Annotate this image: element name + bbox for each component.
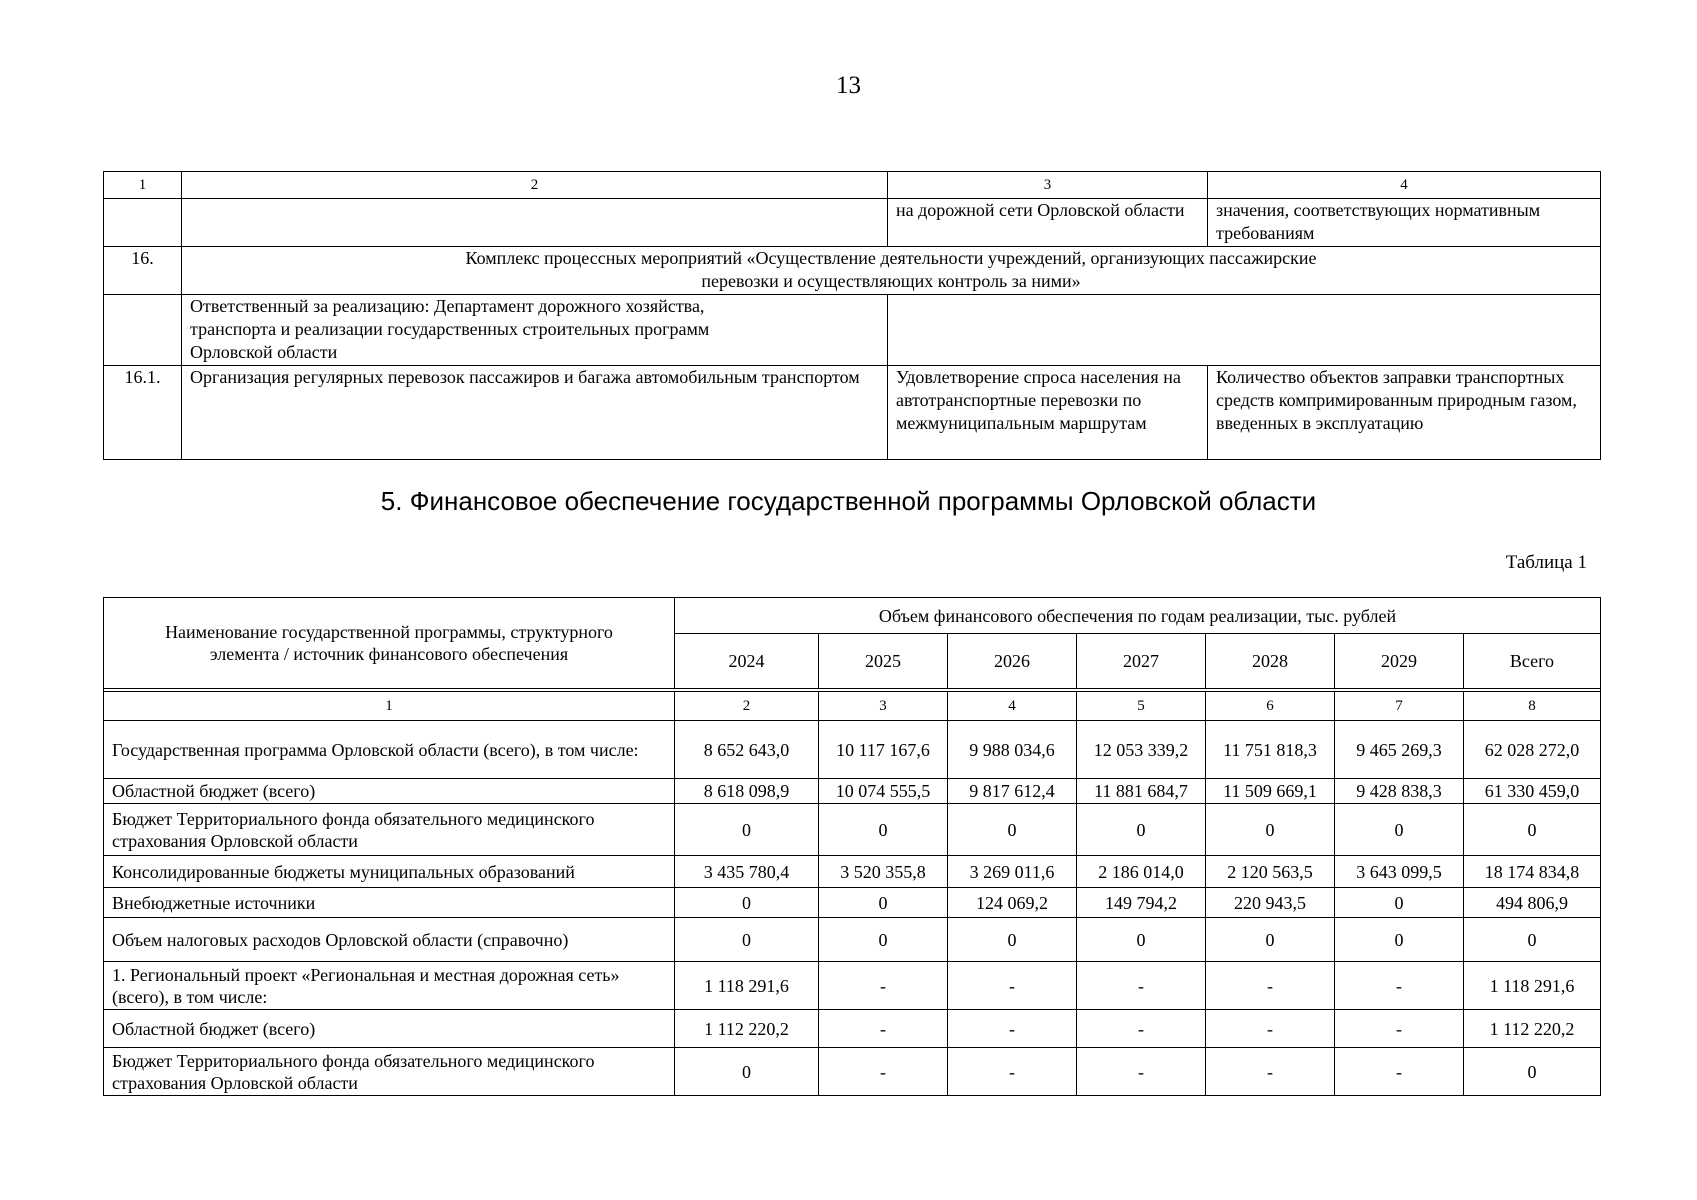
row-value: - [1335,1048,1464,1096]
row-value: - [1077,962,1206,1010]
row-value: 3 435 780,4 [675,856,819,888]
page-number: 13 [836,72,861,99]
row-value: 61 330 459,0 [1464,779,1601,804]
row-value: 10 117 167,6 [819,721,948,779]
header-year: 2027 [1077,634,1206,689]
row-value: 1 118 291,6 [675,962,819,1010]
empty-cell [182,199,888,247]
header-row-1 [104,598,1601,634]
row-value: 0 [675,888,819,918]
row-value: - [948,962,1077,1010]
row-value: 18 174 834,8 [1464,856,1601,888]
row-name: Областной бюджет (всего) [104,1010,675,1048]
table-row [104,962,1601,1010]
col-number: 4 [948,692,1077,721]
row-value: 11 751 818,3 [1206,721,1335,779]
cell-indicator: значения, соответствующих нормативным требованиям [1208,199,1601,247]
row-value: 124 069,2 [948,888,1077,918]
row-value: - [1077,1048,1206,1096]
row-value: 1 118 291,6 [1464,962,1601,1010]
row-value: 3 643 099,5 [1335,856,1464,888]
row-name: Консолидированные бюджеты муниципальных образований [104,856,675,888]
row-value: 0 [948,918,1077,962]
row-value: 8 652 643,0 [675,721,819,779]
empty-cell [104,295,182,366]
row-value: 0 [948,804,1077,856]
row-value: 62 028 272,0 [1464,721,1601,779]
header-volume: Объем финансового обеспечения по годам реализации, тыс. рублей [675,598,1601,634]
row-value: - [1335,1010,1464,1048]
row-value: 0 [1464,918,1601,962]
row-value: - [1077,1010,1206,1048]
row-value: 494 806,9 [1464,888,1601,918]
col-number: 2 [182,172,888,199]
table-row [104,918,1601,962]
row-value: 1 112 220,2 [1464,1010,1601,1048]
header-year: 2025 [819,634,948,689]
row-name: Объем налоговых расходов Орловской области (справочно) [104,918,675,962]
header-year: 2028 [1206,634,1335,689]
row-value: 0 [819,888,948,918]
col-number: 3 [888,172,1208,199]
header-year: 2029 [1335,634,1464,689]
item-result: Удовлетворение спроса населения на автотранспортные перевозки по межмуниципальным маршрутам [888,366,1208,460]
col-number: 2 [675,692,819,721]
col-number: 6 [1206,692,1335,721]
header-name: Наименование государственной программы, структурного элемента / источник финансового обеспечения [104,598,675,689]
col-number: 1 [104,172,182,199]
row-value: - [819,1048,948,1096]
row-value: 0 [1206,918,1335,962]
col-number: 3 [819,692,948,721]
row-name: Областной бюджет (всего) [104,779,675,804]
table-row [104,804,1601,856]
row-value: 0 [1464,804,1601,856]
responsible-text: Ответственный за реализацию: Департамент дорожного хозяйства, транспорта и реализации государственных строительных программ Орловской области [182,295,888,366]
section-row [104,247,1601,295]
row-value: - [819,1010,948,1048]
section-number: 16. [104,247,182,295]
financing-rows [104,721,1601,1096]
column-numbers-row [104,172,1601,199]
row-value: - [1206,1010,1335,1048]
table-row [104,721,1601,779]
cell-result: на дорожной сети Орловской области [888,199,1208,247]
financing-table [103,597,1601,1096]
item-task: Организация регулярных перевозок пассажиров и багажа автомобильным транспортом [182,366,888,460]
row-value: 0 [1335,918,1464,962]
row-value: 8 618 098,9 [675,779,819,804]
table-caption: Таблица 1 [1505,552,1587,573]
row-name: Внебюджетные источники [104,888,675,918]
row-name: Бюджет Территориального фонда обязательного медицинского страхования Орловской области [104,804,675,856]
header-year: 2026 [948,634,1077,689]
row-value: 10 074 555,5 [819,779,948,804]
row-value: 2 186 014,0 [1077,856,1206,888]
row-value: - [948,1010,1077,1048]
row-value: 0 [1464,1048,1601,1096]
col-number: 5 [1077,692,1206,721]
row-value: 0 [1206,804,1335,856]
row-value: 9 817 612,4 [948,779,1077,804]
row-value: 0 [675,1048,819,1096]
table-row [104,1010,1601,1048]
table-row [104,888,1601,918]
continuation-row [104,199,1601,247]
row-value: 149 794,2 [1077,888,1206,918]
row-value: 1 112 220,2 [675,1010,819,1048]
col-number: 7 [1335,692,1464,721]
row-name: Бюджет Территориального фонда обязательного медицинского страхования Орловской области [104,1048,675,1096]
responsible-row [104,295,1601,366]
row-value: 0 [1335,888,1464,918]
row-value: 11 881 684,7 [1077,779,1206,804]
column-numbers-row [104,692,1601,721]
row-value: 0 [1077,918,1206,962]
row-name: 1. Региональный проект «Региональная и местная дорожная сеть» (всего), в том числе: [104,962,675,1010]
row-value: 0 [675,918,819,962]
row-value: - [1206,962,1335,1010]
header-total: Всего [1464,634,1601,689]
row-name: Государственная программа Орловской области (всего), в том числе: [104,721,675,779]
row-value: 3 520 355,8 [819,856,948,888]
row-value: 9 988 034,6 [948,721,1077,779]
row-value: 0 [675,804,819,856]
table-row [104,856,1601,888]
row-value: 12 053 339,2 [1077,721,1206,779]
row-value: 0 [1077,804,1206,856]
item-number: 16.1. [104,366,182,460]
row-value: - [1335,962,1464,1010]
row-value: 3 269 011,6 [948,856,1077,888]
row-value: - [819,962,948,1010]
row-value: 11 509 669,1 [1206,779,1335,804]
col-number: 8 [1464,692,1601,721]
row-value: 0 [1335,804,1464,856]
section-heading: Комплекс процессных мероприятий «Осуществление деятельности учреждений, организующих пассажирские перевозки и осуществляющих контроль за ними» [182,247,1601,295]
col-number: 1 [104,692,675,721]
row-value: 0 [819,918,948,962]
program-activities-table [103,171,1601,460]
section-title: 5. Финансовое обеспечение государственной программы Орловской области [380,486,1317,516]
empty-cell [888,295,1601,366]
item-indicator: Количество объектов заправки транспортных средств компримированным природным газом, введенных в эксплуатацию [1208,366,1601,460]
row-value: 9 428 838,3 [1335,779,1464,804]
row-value: - [1206,1048,1335,1096]
row-value: 0 [819,804,948,856]
row-value: 9 465 269,3 [1335,721,1464,779]
item-row [104,366,1601,460]
row-value: 220 943,5 [1206,888,1335,918]
col-number: 4 [1208,172,1601,199]
header-year: 2024 [675,634,819,689]
table-row [104,779,1601,804]
row-value: - [948,1048,1077,1096]
empty-cell [104,199,182,247]
table-row [104,1048,1601,1096]
row-value: 2 120 563,5 [1206,856,1335,888]
